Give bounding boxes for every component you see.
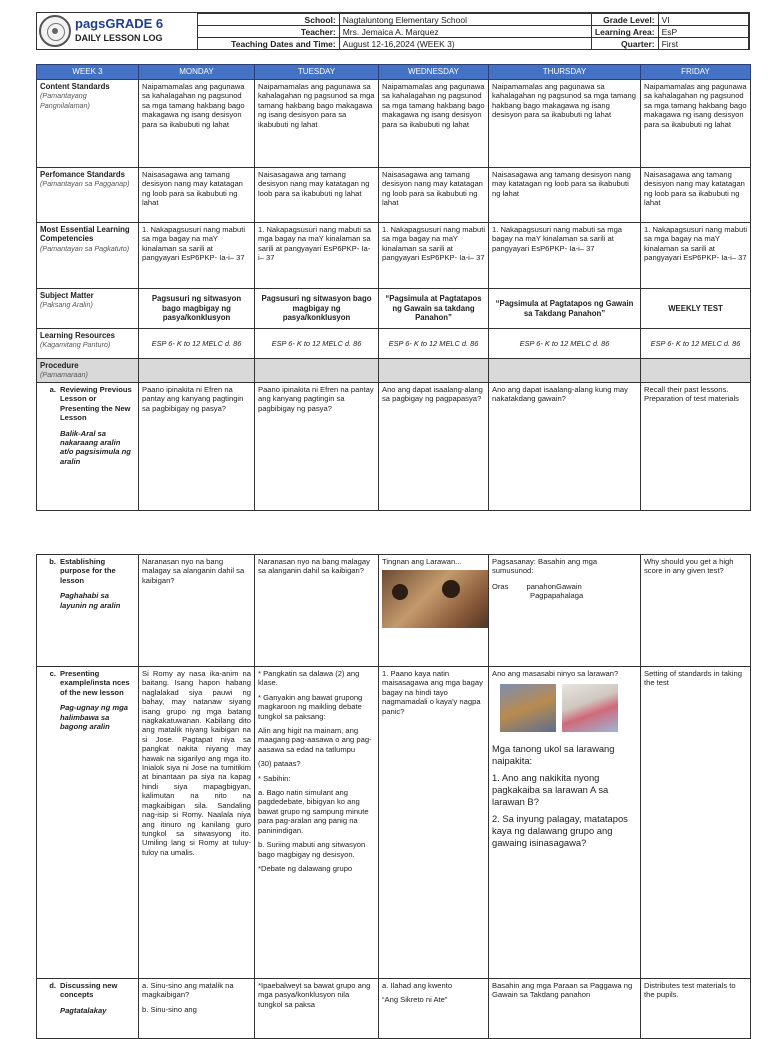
row-sublabel: (Pamantayan sa Pagganap) xyxy=(40,179,130,189)
row-label: Most Essential Learning Competencies xyxy=(40,225,130,244)
tuesday-step: a. Bago natin simulant ang pagdedebate, bibigyan ko ang bawat grupo ng sampung minute para pag-aralan ang panig na paninindigan. xyxy=(258,788,369,835)
look-at-picture-text: Tingnan ang Larawan... xyxy=(382,557,462,566)
cell-tuesday xyxy=(255,359,379,383)
row-sublabel: (Kagamitang Panturo) xyxy=(40,340,111,350)
cell-thursday: Ano ang dapat isaalang-alang kung may nakatakdang gawain? xyxy=(489,383,641,511)
cell-tuesday: Naranasan nyo na bang malagay sa alanganin dahil sa kaibigan? xyxy=(255,555,379,667)
school-label: School: xyxy=(198,14,340,26)
questions-intro: Mga tanong ukol sa larawang naipakita: xyxy=(492,742,615,766)
item-letter: b. xyxy=(49,557,56,566)
cell-tuesday: 1. Nakapagsusuri nang mabuti sa mga bagay na maY kinalaman sa sarili at pangyayari EsP6PKP- Ia-i– 37 xyxy=(255,223,379,289)
learning-resources-row xyxy=(37,329,751,359)
cell-monday xyxy=(139,359,255,383)
cell-monday: ESP 6- K to 12 MELC d. 86 xyxy=(139,329,255,359)
row-label: Subject Matter xyxy=(40,291,94,300)
competencies-row xyxy=(37,223,751,289)
col-tuesday: TUESDAY xyxy=(255,65,379,80)
teacher-value: Mrs. Jemaica A. Marquez xyxy=(339,26,591,38)
cell-monday: Paano ipinakita ni Efren na pantay ang kanyang pagtingin sa pagbibigay ng pasya? xyxy=(139,383,255,511)
item-letter: d. xyxy=(49,981,56,990)
row-label-cell xyxy=(37,979,139,1039)
item-tagalog: Paghahabi sa layunin ng aralin xyxy=(60,591,121,610)
column-header-row xyxy=(37,65,751,80)
cell-friday: Naipamamalas ang pagunawa sa kahalagahan ng pagsunod sa mga tamang hakbang bago makagawa ng isang desisyon para sa ikabubuti ng lahat xyxy=(641,80,751,168)
row-label-cell xyxy=(37,289,139,329)
item-title: Establishing purpose for the lesson xyxy=(60,557,116,585)
col-friday: FRIDAY xyxy=(641,65,751,80)
tuesday-step: *Debate ng dalawang grupo xyxy=(258,863,353,873)
procedure-b-row xyxy=(37,555,751,667)
item-title: Reviewing Previous Lesson or Presenting the New Lesson xyxy=(60,385,132,423)
tuesday-step: Alin ang higit na mainam, ang maagang pag-aasawa o ang pag-aasawa sa edad na tatlumpu xyxy=(258,726,372,754)
item-title: Discussing new concepts xyxy=(60,981,118,1000)
area-label: Learning Area: xyxy=(591,26,658,38)
cell-tuesday: *Ipaebalweyt sa bawat grupo ang mga pasya/konklusyon nila tungkol sa paksa xyxy=(255,979,379,1039)
item-letter: c. xyxy=(49,669,56,678)
row-label-cell xyxy=(37,555,139,667)
item-title: Presenting example/insta nces of the new lesson xyxy=(60,669,130,697)
cell-friday: Why should you get a high score in any given test? xyxy=(641,555,751,667)
row-label-cell xyxy=(37,329,139,359)
row-label: Content Standards xyxy=(40,82,110,91)
brand-subtitle: DAILY LESSON LOG xyxy=(75,33,163,43)
cell-wednesday: Naisasagawa ang tamang desisyon nang may katatagan ng loob para sa ikabubuti ng lahat xyxy=(379,168,489,223)
procedure-a-row xyxy=(37,383,751,511)
item-body xyxy=(60,669,135,731)
cell-monday xyxy=(139,979,255,1039)
school-value: Nagtaluntong Elementary School xyxy=(339,14,591,26)
subject-matter-row xyxy=(37,289,751,329)
monday-question: b. Sinu-sino ang xyxy=(142,1004,197,1014)
tuesday-step: * Ganyakin ang bawat grupong magkaroon ng maikling debate tungkol sa paksang: xyxy=(258,692,363,721)
row-label-cell xyxy=(37,359,139,383)
item-tagalog: Pagtatalakay xyxy=(60,1005,107,1015)
row-sublabel: (Pamamaraan) xyxy=(40,370,88,380)
row-label-cell xyxy=(37,383,139,511)
picture-a-image xyxy=(500,684,556,732)
cell-monday: Naisasagawa ang tamang desisyon nang may katatagan ng loob para sa ikabubuti ng lahat xyxy=(139,168,255,223)
cell-thursday: Naisasagawa ang tamang desisyon nang may katatagan ng loob para sa ikabubuti ng lahat xyxy=(489,168,641,223)
lesson-table-lower xyxy=(36,554,751,1039)
row-label: Procedure xyxy=(40,361,79,370)
quarter-value: First xyxy=(658,38,748,50)
tuesday-step: (30) pataas? xyxy=(258,759,301,769)
cell-tuesday: Naipamamalas ang pagunawa sa kahalagahan ng pagsunod sa mga tamang hakbang bago makagawa ng isang desisyon para sa ikabubuti ng lahat xyxy=(255,80,379,168)
header-block xyxy=(36,12,750,50)
row-label: Perfomance Standards xyxy=(40,170,125,179)
brand-title: pagsGRADE 6 xyxy=(75,16,164,31)
procedure-d-row xyxy=(37,979,751,1039)
row-label: Learning Resources xyxy=(40,331,115,340)
cell-friday: Naisasagawa ang tamang desisyon nang may katatagan ng loob para sa ikabubuti ng lahat xyxy=(641,168,751,223)
grade-label: Grade Level: xyxy=(591,14,658,26)
header-info-table xyxy=(197,13,749,50)
item-body xyxy=(60,981,135,1015)
cell-wednesday xyxy=(379,555,489,667)
cell-tuesday: Naisasagawa ang tamang desisyon nang may katatagan ng loob para sa ikabubuti ng lahat xyxy=(255,168,379,223)
col-thursday: THURSDAY xyxy=(489,65,641,80)
row-label-cell xyxy=(37,168,139,223)
picture-question: Ano ang masasabi ninyo sa larawan? xyxy=(492,669,619,678)
cell-monday: Naranasan nyo na bang malagay sa alanganin dahil sa kaibigan? xyxy=(139,555,255,667)
tuesday-step: b. Suriing mabuti ang sitwasyon bago magbigay ng desisyon. xyxy=(258,840,366,859)
tuesday-step: * Pangkatin sa dalawa (2) ang klase. xyxy=(258,669,360,688)
cell-friday: ESP 6- K to 12 MELC d. 86 xyxy=(641,329,751,359)
teacher-label: Teacher: xyxy=(198,26,340,38)
cell-tuesday: Pagsusuri ng sitwasyon bago magbigay ng pasya/konklusyon xyxy=(255,289,379,329)
cell-monday: 1. Nakapagsusuri nang mabuti sa mga bagay na maY kinalaman sa sarili at pangyayari EsP6PKP- Ia-i– 37 xyxy=(139,223,255,289)
cell-friday xyxy=(641,359,751,383)
quarter-label: Quarter: xyxy=(591,38,658,50)
dates-label: Teaching Dates and Time: xyxy=(198,38,340,50)
picture-pair xyxy=(500,684,637,734)
procedure-item xyxy=(40,981,135,1015)
row-sublabel: (Pamantayang Pangnilalaman) xyxy=(40,91,90,110)
question-1: 1. Ano ang nakikita nyong pagkakaiba sa larawan A sa larawan B? xyxy=(492,771,609,807)
word-oras: Oras xyxy=(492,581,509,591)
tuesday-step: * Sabihin: xyxy=(258,773,291,783)
row-label-cell xyxy=(37,223,139,289)
cell-thursday: 1. Nakapagsusuri nang mabuti sa mga bagay na maY kinalaman sa sarili at pangyayari EsP6PKP- Ia-i– 37 xyxy=(489,223,641,289)
cell-tuesday xyxy=(255,667,379,979)
cell-tuesday: Paano ipinakita ni Efren na pantay ang kanyang pagtingin sa pagbibigay ng pasya? xyxy=(255,383,379,511)
cell-wednesday xyxy=(379,979,489,1039)
question-2: 2. Sa inyung palagay, matatapos kaya ng dalawang grupo ang gawaing isinasagawa? xyxy=(492,812,628,848)
grade-value: VI xyxy=(658,14,748,26)
procedure-item xyxy=(40,557,135,610)
cell-friday: Distributes test materials to the pupils. xyxy=(641,979,751,1039)
cell-wednesday xyxy=(379,359,489,383)
cell-monday: Si Romy ay nasa ika-anim na baitang. Isang hapon habang naglalakad siya pauwi ng bahay, may natanaw siyang isang grupo ng mga batang nagkakatuwanan. Kabilang dito ang matalik niyang kaibigan na si Jose. Pagtapat niya sa pangkat nakita niyang may hawak na sigarilyo ang mga ito. Inialok siya ni Jose na tumitikim at binantaan pa siya na kapag hindi siya mapagbigyan, kalimutan na nito na magkaibigan sila. Sandaling nag-isip si Romy. Naalala niya ang itinuro ng kanilang guro tungkol sa sitwasyong ito. Umiling lang si Romy at tuluy-tuloy na umalis. xyxy=(139,667,255,979)
cell-thursday xyxy=(489,359,641,383)
cell-thursday: ESP 6- K to 12 MELC d. 86 xyxy=(489,329,641,359)
cell-thursday: Basahin ang mga Paraan sa Paggawa ng Gawain sa Takdang panahon xyxy=(489,979,641,1039)
cell-wednesday: 1. Paano kaya natin maisasagawa ang mga bagay bagay na hindi tayo nagmamadali o kaya'y nagpa panic? xyxy=(379,667,489,979)
row-sublabel: (Paksang Aralin) xyxy=(40,300,93,310)
story-title: “Ang Sikreto ni Ate” xyxy=(382,995,448,1005)
cell-thursday: “Pagsimula at Pagtatapos ng Gawain sa Takdang Panahon” xyxy=(489,289,641,329)
cell-wednesday: ESP 6- K to 12 MELC d. 86 xyxy=(379,329,489,359)
cell-thursday: Naipamamalas ang pagunawa sa kahalagahan ng pagsunod sa mga tamang hakbang bago makagawa ng isang desisyon para sa ikabubuti ng lahat xyxy=(489,80,641,168)
item-tagalog: Pag-ugnay ng mga halimbawa sa bagong aralin xyxy=(60,703,128,732)
dates-value: August 12-16,2024 (WEEK 3) xyxy=(339,38,591,50)
col-wednesday: WEDNESDAY xyxy=(379,65,489,80)
procedure-item xyxy=(40,669,135,731)
deped-seal-icon xyxy=(39,15,71,47)
cell-wednesday: “Pagsimula at Pagtatapos ng Gawain sa takdang Panahon” xyxy=(379,289,489,329)
item-body xyxy=(60,557,135,610)
cell-monday: Pagsusuri ng sitwasyon bago magbigay ng pasya/konklusyon xyxy=(139,289,255,329)
item-body xyxy=(60,385,135,466)
cell-wednesday: 1. Nakapagsusuri nang mabuti sa mga bagay na maY kinalaman sa sarili at pangyayari EsP6PKP- Ia-i– 37 xyxy=(379,223,489,289)
row-label-cell xyxy=(37,667,139,979)
performance-standards-row xyxy=(37,168,751,223)
word-pagpapahalaga: Pagpapahalaga xyxy=(530,591,584,601)
word-panahon-gawain: panahonGawain xyxy=(526,581,582,591)
row-label-cell xyxy=(37,80,139,168)
lesson-table-upper xyxy=(36,64,751,511)
sewing-women-photo xyxy=(382,570,489,628)
cell-friday: 1. Nakapagsusuri nang mabuti sa mga bagay na maY kinalaman sa sarili at pangyayari EsP6PKP- Ia-i– 37 xyxy=(641,223,751,289)
cell-friday: Setting of standards in taking the test xyxy=(641,667,751,979)
area-value: EsP xyxy=(658,26,748,38)
exercise-instruction: Pagsasanay: Basahin ang mga sumusunod: xyxy=(492,557,598,576)
col-week: WEEK 3 xyxy=(37,65,139,80)
monday-question: a. Sinu-sino ang matalik na magkaibigan? xyxy=(142,981,234,1000)
content-standards-row xyxy=(37,80,751,168)
wednesday-step: a. Ilahad ang kwento xyxy=(382,981,453,990)
item-tagalog: Balik-Aral sa nakaraang aralin at/o pagsisimula ng aralin xyxy=(60,428,131,466)
cell-wednesday: Naipamamalas ang pagunawa sa kahalagahan ng pagsunod sa mga tamang hakbang bago makagawa ng isang desisyon para sa ikabubuti ng lahat xyxy=(379,80,489,168)
cell-friday: WEEKLY TEST xyxy=(641,289,751,329)
cell-thursday xyxy=(489,667,641,979)
item-letter: a. xyxy=(49,385,56,394)
picture-b-image xyxy=(562,684,618,732)
cell-friday: Recall their past lessons. Preparation of test materials xyxy=(641,383,751,511)
procedure-row xyxy=(37,359,751,383)
col-monday: MONDAY xyxy=(139,65,255,80)
procedure-item xyxy=(40,385,135,466)
row-sublabel: (Pamantayan sa Pagkatuto) xyxy=(40,243,130,253)
cell-wednesday: Ano ang dapat isaalang-alang sa pagbigay ng pagpapasya? xyxy=(379,383,489,511)
cell-thursday xyxy=(489,555,641,667)
cell-monday: Naipamamalas ang pagunawa sa kahalagahan ng pagsunod sa mga tamang hakbang bago makagawa ng isang desisyon para sa ikabubuti ng lahat xyxy=(139,80,255,168)
word-row xyxy=(492,582,637,591)
cell-tuesday: ESP 6- K to 12 MELC d. 86 xyxy=(255,329,379,359)
procedure-c-row xyxy=(37,667,751,979)
